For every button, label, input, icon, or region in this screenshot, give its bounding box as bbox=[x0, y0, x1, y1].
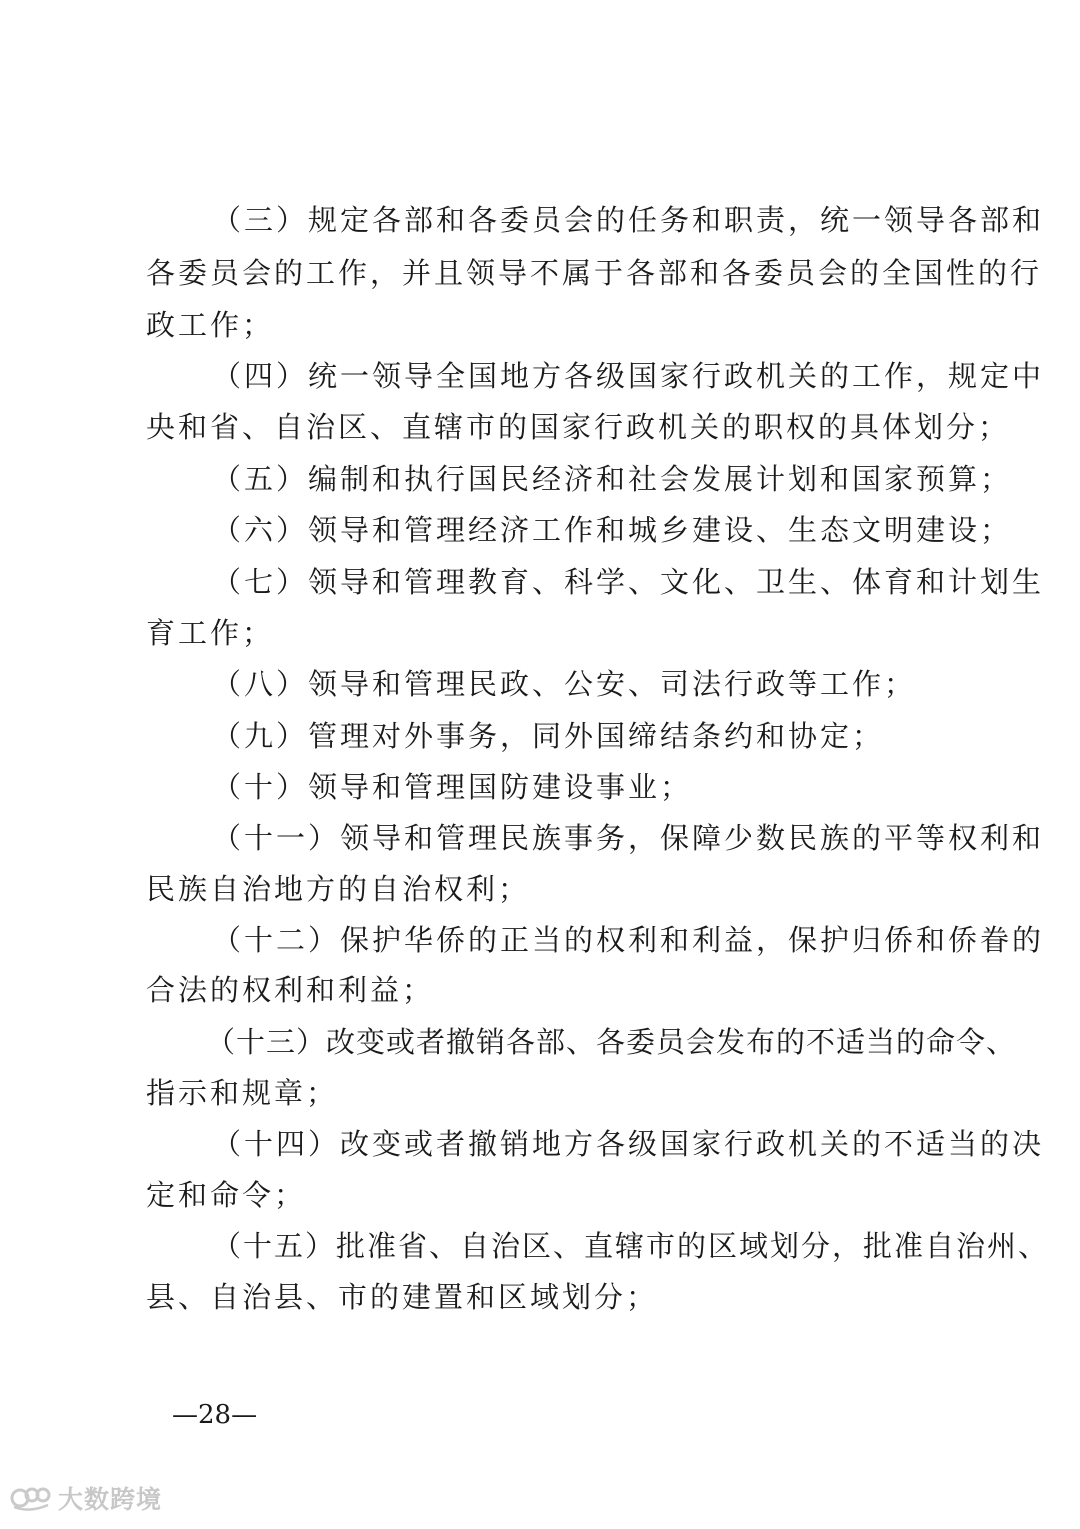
text-line-17: （十三）改变或者撤销各部、各委员会发布的不适当的命令、 bbox=[206, 1025, 1017, 1059]
text-line-20: 定和命令； bbox=[146, 1178, 307, 1212]
text-line-13: （十一）领导和管理民族事务，保障少数民族的平等权利和 bbox=[212, 821, 1045, 855]
text-line-15: （十二）保护华侨的正当的权利和利益，保护归侨和侨眷的 bbox=[212, 923, 1045, 957]
text-line-9: 育工作； bbox=[146, 616, 275, 650]
text-line-21: （十五）批准省、自治区、直辖市的区域划分，批准自治州、 bbox=[212, 1229, 1050, 1263]
text-line-10: （八）领导和管理民政、公安、司法行政等工作； bbox=[212, 667, 917, 701]
text-line-6: （五）编制和执行国民经济和社会发展计划和国家预算； bbox=[212, 462, 1013, 496]
brand-logo-icon bbox=[10, 1483, 52, 1513]
text-line-12: （十）领导和管理国防建设事业； bbox=[212, 770, 693, 804]
text-line-19: （十四）改变或者撤销地方各级国家行政机关的不适当的决 bbox=[212, 1127, 1045, 1161]
text-line-16: 合法的权利和利益； bbox=[146, 973, 435, 1007]
watermark-text: 大数跨境 bbox=[58, 1485, 163, 1514]
watermark bbox=[10, 1478, 162, 1518]
text-line-2: 各委员会的工作，并且领导不属于各部和各委员会的全国性的行 bbox=[146, 256, 1043, 290]
text-line-11: （九）管理对外事务，同外国缔结条约和协定； bbox=[212, 719, 885, 753]
text-line-1: （三）规定各部和各委员会的任务和职责，统一领导各部和 bbox=[212, 203, 1045, 237]
text-line-18: 指示和规章； bbox=[146, 1076, 339, 1110]
text-line-8: （七）领导和管理教育、科学、文化、卫生、体育和计划生 bbox=[212, 565, 1045, 599]
page-number: —28— bbox=[172, 1400, 258, 1430]
text-line-7: （六）领导和管理经济工作和城乡建设、生态文明建设； bbox=[212, 513, 1013, 547]
text-line-14: 民族自治地方的自治权利； bbox=[146, 872, 531, 906]
text-line-22: 县、自治县、市的建置和区域划分； bbox=[146, 1280, 659, 1314]
text-line-4: （四）统一领导全国地方各级国家行政机关的工作，规定中 bbox=[212, 359, 1045, 393]
text-line-5: 央和省、自治区、直辖市的国家行政机关的职权的具体划分； bbox=[146, 410, 1011, 444]
text-line-3: 政工作； bbox=[146, 308, 275, 342]
